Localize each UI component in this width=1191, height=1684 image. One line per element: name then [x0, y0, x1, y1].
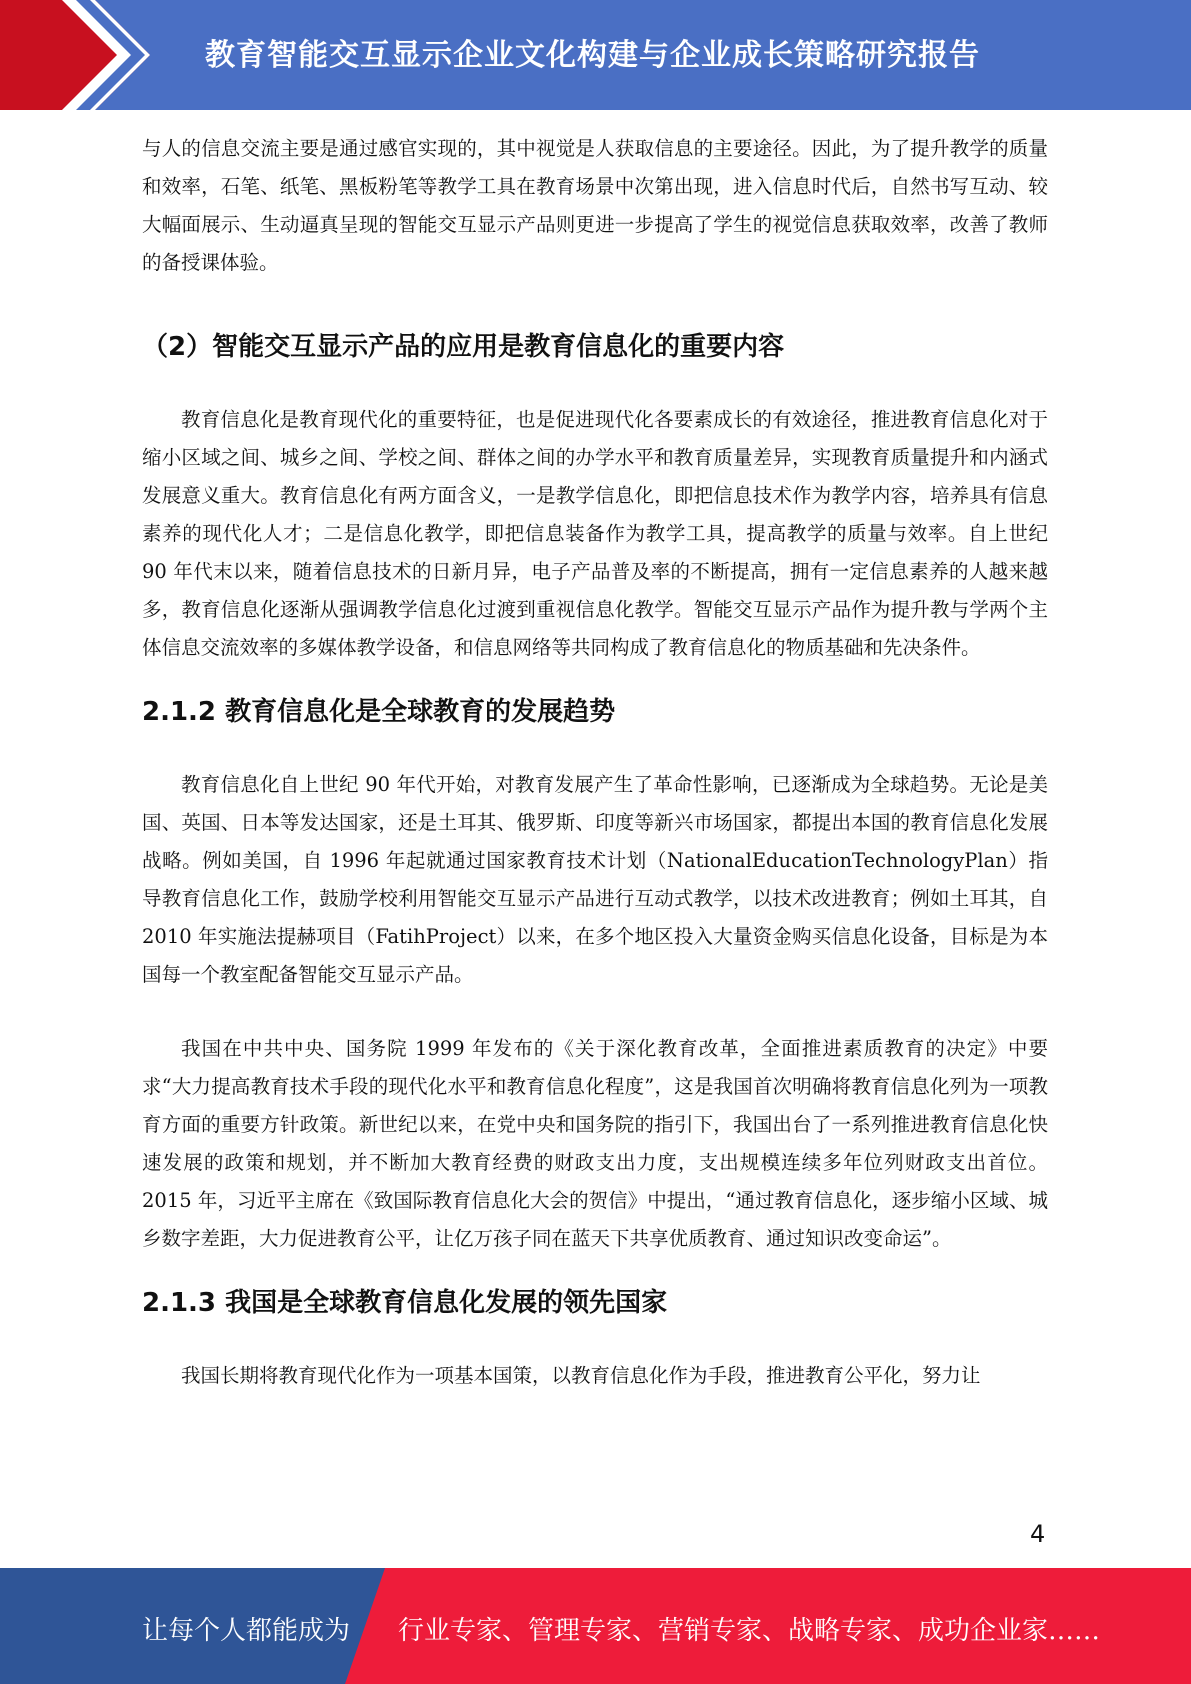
paragraph-china-policy: 我国在中共中央、国务院 1999 年发布的《关于深化教育改革，全面推进素质教育的决定》中要求“大力提高教育技术手段的现代化水平和教育信息化程度”，这是我国首次明确将教育信息化列为一项教育方面的重要方针政策。新世纪以来，在党中央和国务院的指引下，我国出台了一系列推进教育信息化快速发展的政策和规划，并不断加大教育经费的财政支出力度，支出规模连续多年位列财政支出首位。2015 年，习近平主席在《致国际教育信息化大会的贺信》中提出，“通过教育信息化，逐步缩小区域、城乡数字差距，大力促进教育公平，让亿万孩子同在蓝天下共享优质教育、通过知识改变命运”。 — [142, 1037, 1048, 1250]
page-header — [0, 0, 1191, 110]
section-heading-2-1-2: 2.1.2 教育信息化是全球教育的发展趋势 — [142, 697, 616, 727]
paragraph-education-informatization: 教育信息化是教育现代化的重要特征，也是促进现代化各要素成长的有效途径，推进教育信息化对于缩小区域之间、城乡之间、学校之间、群体之间的办学水平和教育质量差异，实现教育质量提升和内涵式发展意义重大。教育信息化有两方面含义，一是教学信息化，即把信息技术作为教学内容，培养具有信息素养的现代化人才；二是信息化教学，即把信息装备作为教学工具，提高教学的质量与效率。自上世纪 90 年代末以来，随着信息技术的日新月异，电子产品普及率的不断提高，拥有一定信息素养的人越来越多，教育信息化逐渐从强调教学信息化过渡到重视信息化教学。智能交互显示产品作为提升教与学两个主体信息交流效率的多媒体教学设备，和信息网络等共同构成了教育信息化的物质基础和先决条件。 — [142, 408, 1048, 659]
paragraph-global-trend: 教育信息化自上世纪 90 年代开始，对教育发展产生了革命性影响，已逐渐成为全球趋势。无论是美国、英国、日本等发达国家，还是土耳其、俄罗斯、印度等新兴市场国家，都提出本国的教育信息化发展战略。例如美国，自 1996 年起就通过国家教育技术计划（NationalEducationTechnologyPlan）指导教育信息化工作，鼓励学校利用智能交互显示产品进行互动式教学，以技术改进教育；例如土耳其，自 2010 年实施法提赫项目（FatihProject）以来，在多个地区投入大量资金购买信息化设备，目标是为本国每一个教室配备智能交互显示产品。 — [142, 773, 1048, 986]
report-title: 教育智能交互显示企业文化构建与企业成长策略研究报告 — [205, 38, 980, 73]
paragraph-china-leading: 我国长期将教育现代化作为一项基本国策，以教育信息化作为手段，推进教育公平化，努力让 — [181, 1364, 981, 1387]
page-footer — [0, 1568, 1191, 1684]
paragraph-visual-info: 与人的信息交流主要是通过感官实现的，其中视觉是人获取信息的主要途径。因此，为了提升教学的质量和效率，石笔、纸笔、黑板粉笔等教学工具在教育场景中次第出现，进入信息时代后，自然书写互动、较大幅面展示、生动逼真呈现的智能交互显示产品则更进一步提高了学生的视觉信息获取效率，改善了教师的备授课体验。 — [142, 137, 1048, 274]
page-number: 4 — [1030, 1520, 1046, 1548]
subheading-2: （2）智能交互显示产品的应用是教育信息化的重要内容 — [142, 332, 785, 362]
footer-slogan-right: 行业专家、管理专家、营销专家、战略专家、成功企业家…… — [398, 1616, 1101, 1646]
header-chevron-decoration — [0, 0, 150, 110]
page-content — [142, 130, 1048, 1395]
section-heading-2-1-3: 2.1.3 我国是全球教育信息化发展的领先国家 — [142, 1288, 668, 1318]
footer-slogan-left: 让每个人都能成为 — [142, 1616, 351, 1646]
